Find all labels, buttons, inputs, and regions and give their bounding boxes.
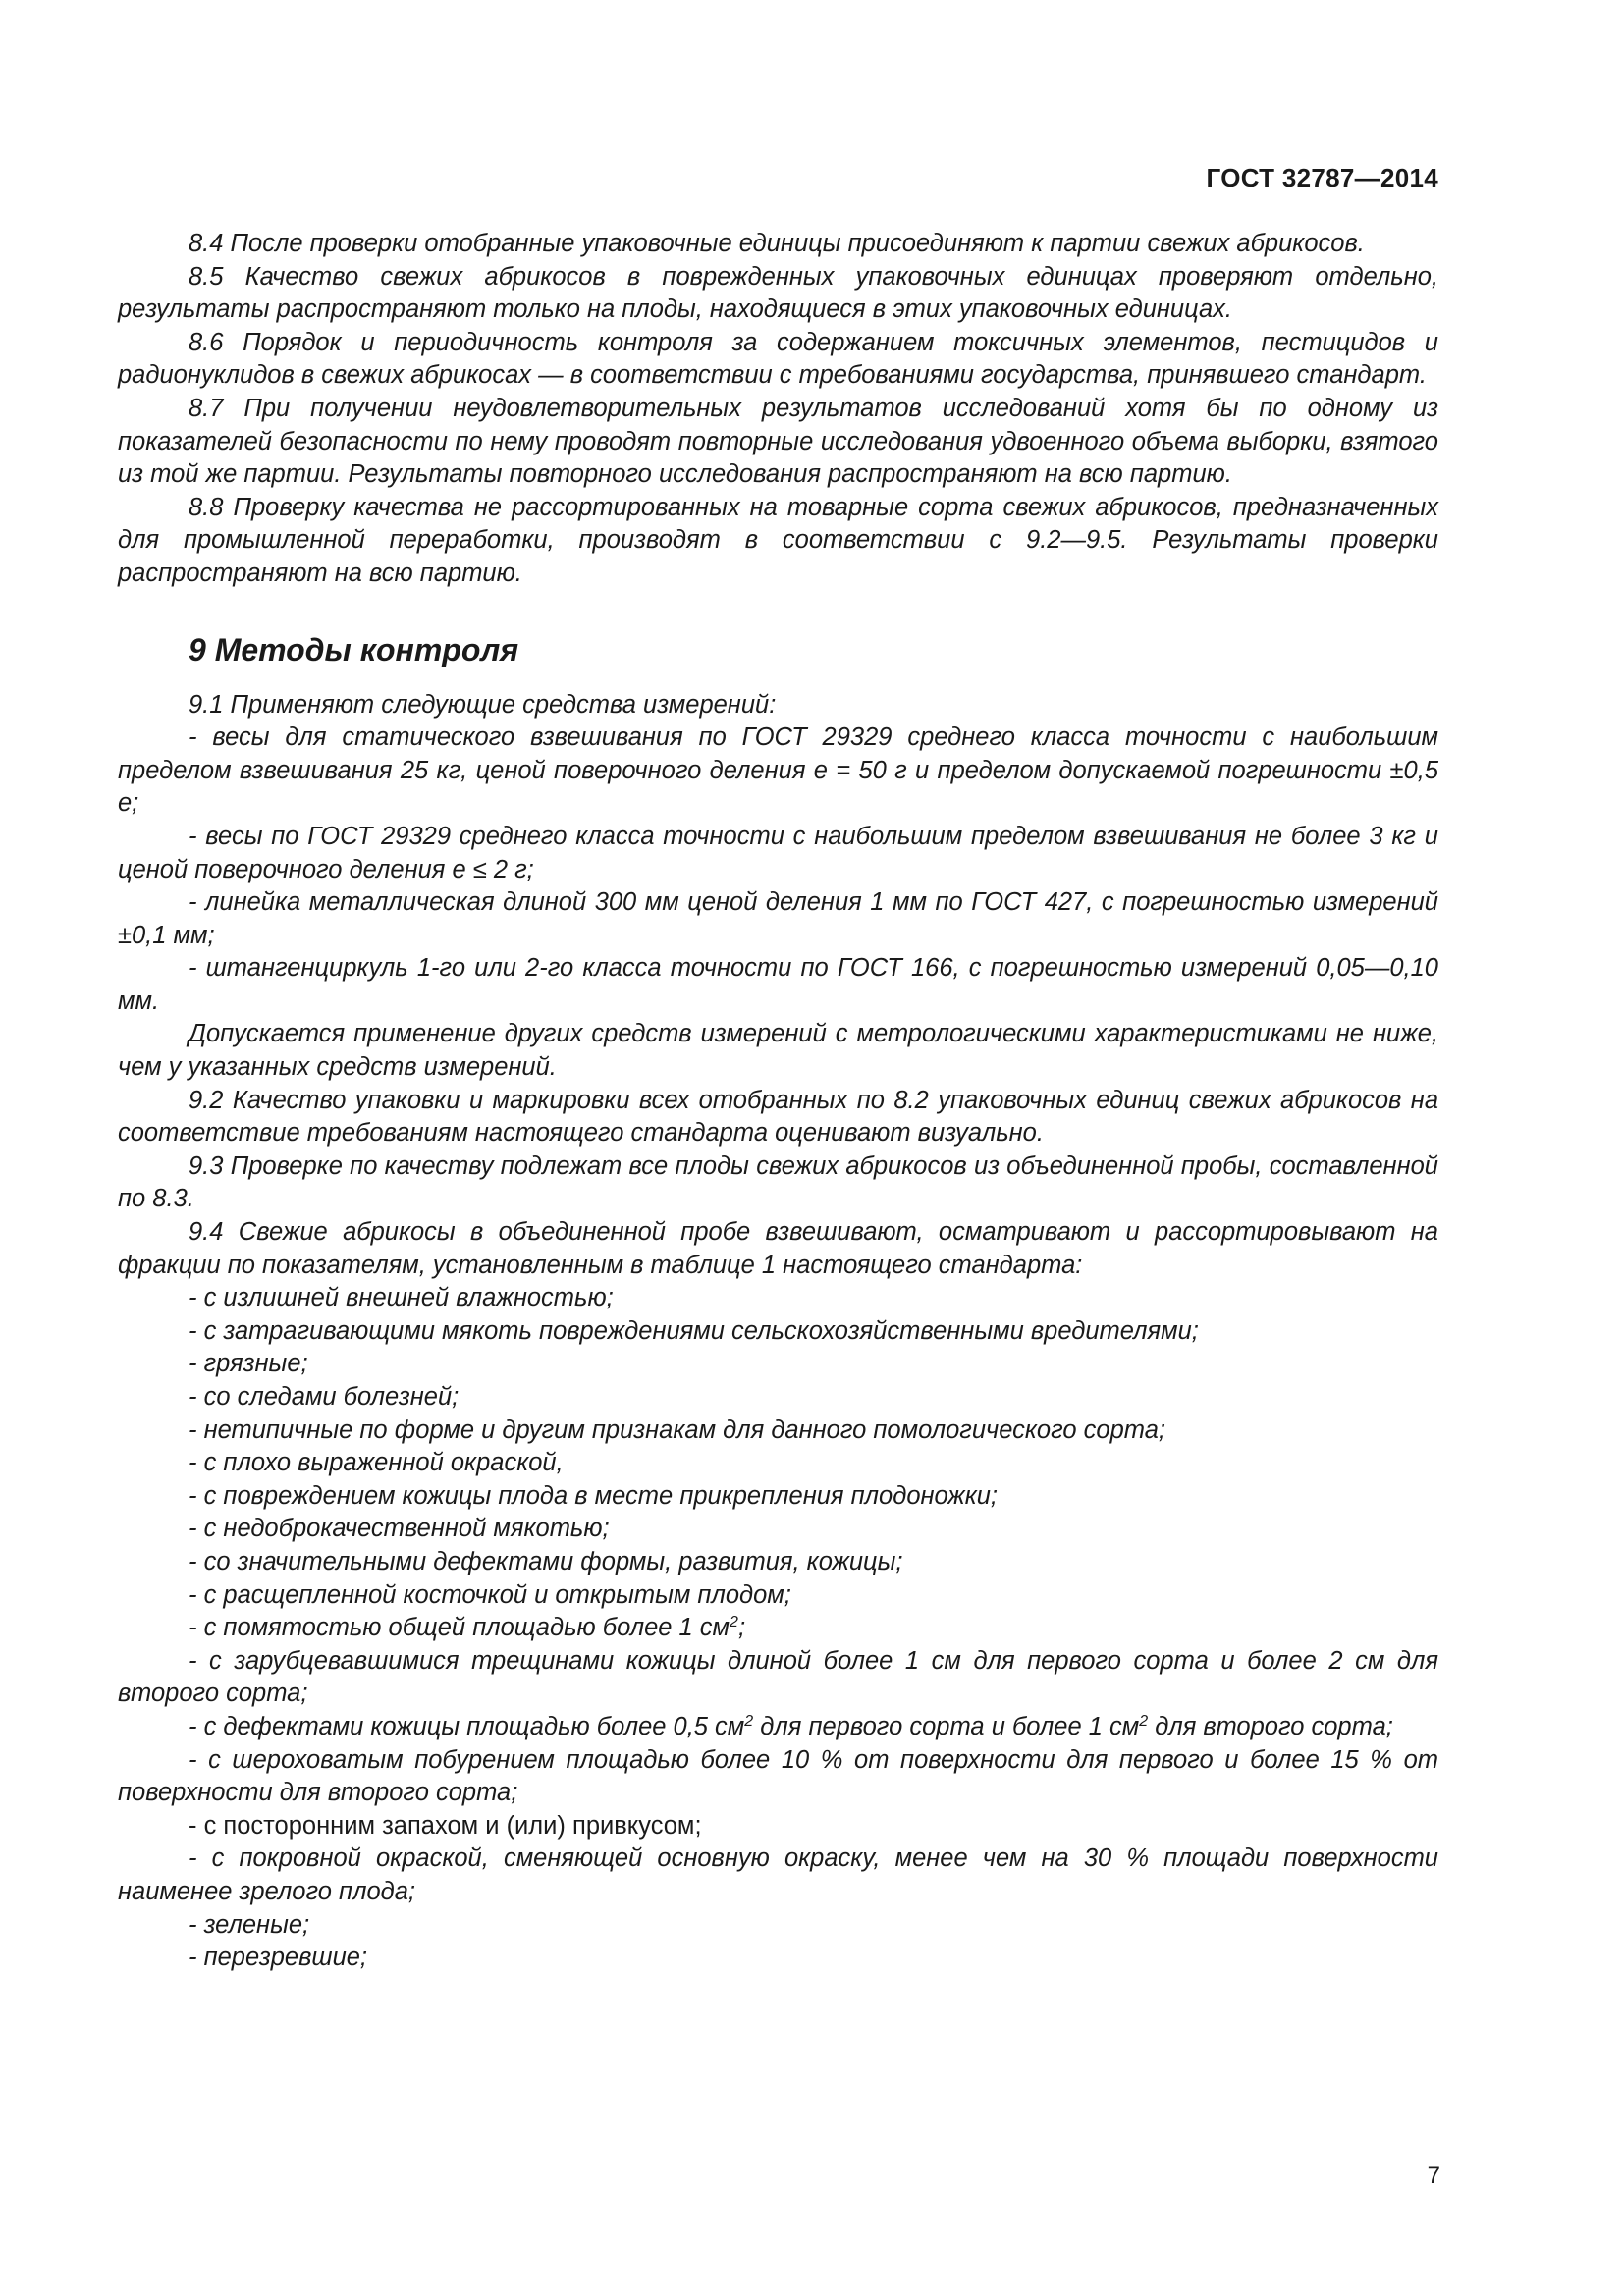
bruise-text: - с помятостью общей площадью более 1 см xyxy=(189,1614,730,1642)
instrument-item: - весы по ГОСТ 29329 среднего класса точности с наибольшим пределом взвешивания не более 3 кг и ценой поверочного деления е ≤ 2 г; xyxy=(118,822,1438,883)
page-number: 7 xyxy=(1427,2163,1440,2189)
paragraph-9-1: 9.1 Применяют следующие средства измерений: xyxy=(189,690,777,719)
fraction-item-cracks: - с зарубцевавшимися трещинами кожицы длиной более 1 см для первого сорта и более 2 см для второго сорта; xyxy=(118,1646,1438,1708)
instrument-item: - весы для статического взвешивания по ГОСТ 29329 среднего класса точности с наибольшим пределом взвешивания 25 кг, ценой поверочного деления е = 50 г и пределом допускаемой погрешности ±0,5 е; xyxy=(118,723,1438,818)
fraction-item: - с плохо выраженной окраской, xyxy=(189,1449,564,1477)
fraction-item-defects xyxy=(118,1711,1438,1744)
paragraph-8-6: 8.6 Порядок и периодичность контроля за содержанием токсичных элементов, пестицидов и радионуклидов в свежих абрикосах — в соответствии с требованиями государства, принявшего стандарт. xyxy=(118,328,1438,390)
superscript: 2 xyxy=(1139,1712,1149,1730)
instrument-item: - линейка металлическая длиной 300 мм ценой деления 1 мм по ГОСТ 427, с погрешностью измерений ±0,1 мм; xyxy=(118,888,1438,949)
fraction-item-green: - зеленые; xyxy=(189,1910,310,1939)
document-body xyxy=(118,228,1438,1975)
paragraph-9-2: 9.2 Качество упаковки и маркировки всех отобранных по 8.2 упаковочных единиц свежих абрикосов на соответствие требованиям настоящего стандарта оценивают визуально. xyxy=(118,1086,1438,1148)
fraction-item-rough: - с шероховатым побурением площадью более 10 % от поверхности для первого и более 15 % от поверхности для второго сорта; xyxy=(118,1745,1438,1807)
paragraph-allowed: Допускается применение других средств измерений с метрологическими характеристиками не ниже, чем у указанных средств измерений. xyxy=(118,1020,1438,1082)
superscript: 2 xyxy=(744,1712,754,1730)
paragraph-8-7: 8.7 При получении неудовлетворительных результатов исследований хотя бы по одному из показателей безопасности по нему проводят повторные исследования удвоенного объема выборки, взятого из той же партии. Результаты повторного исследования распространяют на всю партию. xyxy=(118,394,1438,489)
bruise-end: ; xyxy=(737,1614,746,1642)
fraction-item: - нетипичные по форме и другим признакам для данного помологического сорта; xyxy=(189,1415,1165,1444)
paragraph-9-3: 9.3 Проверке по качеству подлежат все плоды свежих абрикосов из объединенной пробы, составленной по 8.3. xyxy=(118,1151,1438,1213)
fraction-item: - с расщепленной косточкой и открытым плодом; xyxy=(189,1580,791,1609)
paragraph-9-4: 9.4 Свежие абрикосы в объединенной пробе взвешивают, осматривают и рассортировывают на фракции по показателям, установленным в таблице 1 настоящего стандарта: xyxy=(118,1218,1438,1279)
fraction-item: - с излишней внешней влажностью; xyxy=(189,1284,614,1312)
fraction-item-bruise xyxy=(118,1612,1438,1645)
superscript: 2 xyxy=(730,1614,738,1631)
document-code: ГОСТ 32787—2014 xyxy=(1206,163,1438,192)
fraction-item-cover: - с покровной окраской, сменяющей основную окраску, менее чем на 30 % площади поверхности наименее зрелого плода; xyxy=(118,1844,1438,1905)
fraction-item: - со значительными дефектами формы, развития, кожицы; xyxy=(189,1547,903,1575)
section-heading: 9 Методы контроля xyxy=(189,631,519,667)
instrument-item: - штангенциркуль 1-го или 2-го класса точности по ГОСТ 166, с погрешностью измерений 0,05—0,10 мм. xyxy=(118,954,1438,1015)
paragraph-8-8: 8.8 Проверку качества не рассортированных на товарные сорта свежих абрикосов, предназначенных для промышленной переработки, производят в соответствии с 9.2—9.5. Результаты проверки распространяют на всю партию. xyxy=(118,493,1438,587)
paragraph-8-5: 8.5 Качество свежих абрикосов в поврежденных упаковочных единицах проверяют отдельно, результаты распространяют только на плоды, находящиеся в этих упаковочных единицах. xyxy=(118,262,1438,324)
fraction-item: - с затрагивающими мякоть повреждениями сельскохозяйственными вредителями; xyxy=(189,1316,1199,1345)
defects-text-b: для первого сорта и более 1 см xyxy=(753,1712,1140,1740)
fraction-item: - с повреждением кожицы плода в месте прикрепления плодоножки; xyxy=(189,1481,999,1510)
paragraph-8-4: 8.4 После проверки отобранные упаковочные единицы присоединяют к партии свежих абрикосов. xyxy=(189,230,1365,257)
fraction-item-smell: - с посторонним запахом и (или) привкусом; xyxy=(189,1811,702,1840)
defects-text-c: для второго сорта; xyxy=(1148,1712,1393,1740)
fraction-item: - со следами болезней; xyxy=(189,1383,460,1411)
fraction-item-overripe: - перезревшие; xyxy=(189,1944,368,1972)
fraction-item: - грязные; xyxy=(189,1350,308,1378)
fraction-item: - с недоброкачественной мякотью; xyxy=(189,1515,610,1543)
defects-text-a: - с дефектами кожицы площадью более 0,5 см xyxy=(189,1712,745,1740)
